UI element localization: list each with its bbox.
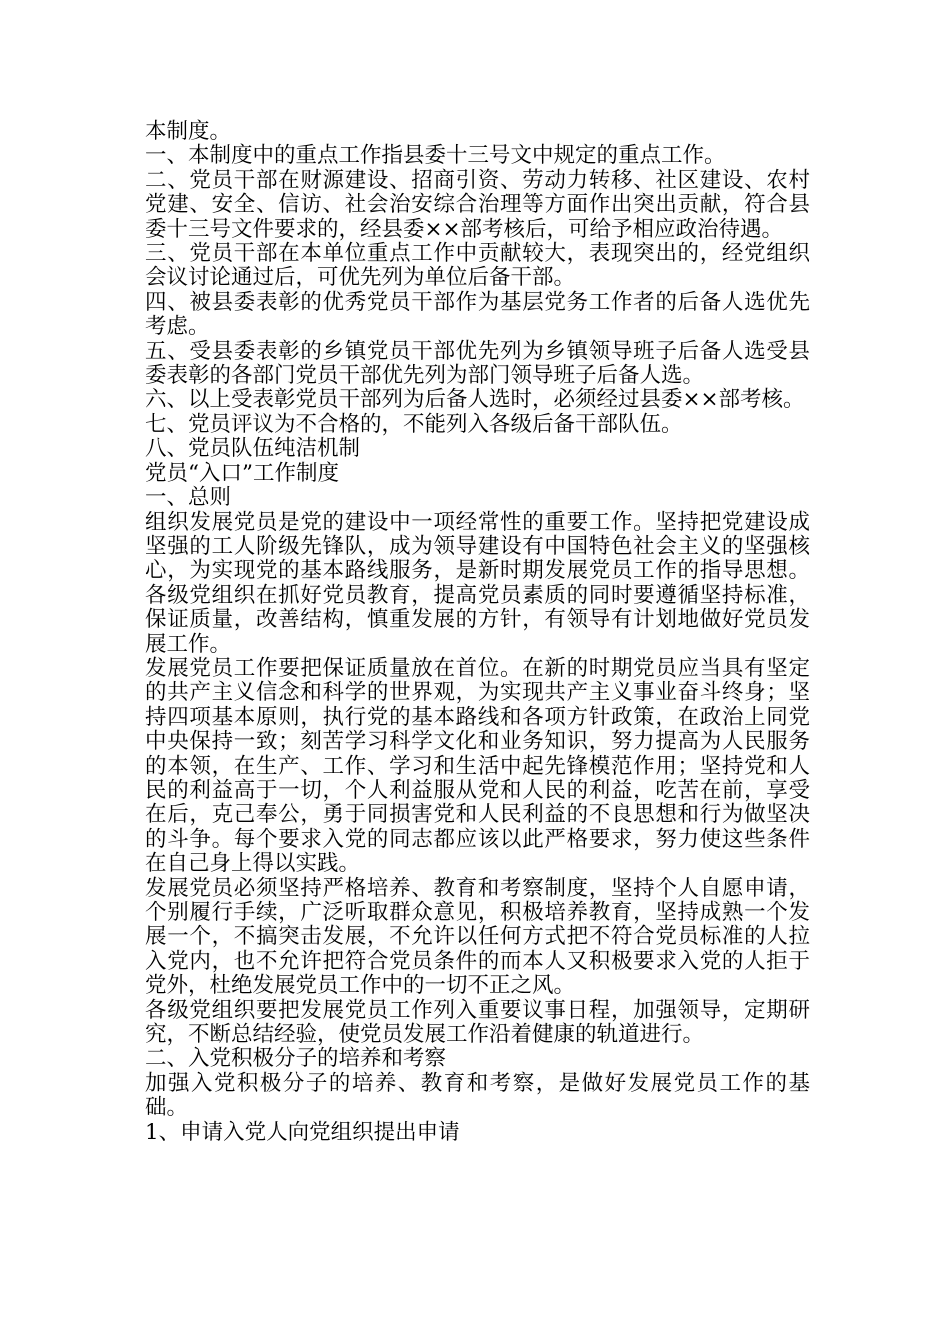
paragraph: 二、党员干部在财源建设、招商引资、劳动力转移、社区建设、农村党建、安全、信访、社会治安综合治理等方面作出突出贡献，符合县委十三号文件要求的，经县委××部考核后，可给予相应政治待遇。: [145, 167, 810, 242]
paragraph: 本制度。: [145, 119, 232, 144]
paragraph: 三、党员干部在本单位重点工作中贡献较大，表现突出的，经党组织会议讨论通过后，可优先列为单位后备干部。: [145, 241, 810, 291]
paragraph: 加强入党积极分子的培养、教育和考察，是做好发展党员工作的基础。: [145, 1070, 810, 1121]
section-heading: 八、党员队伍纯洁机制: [145, 436, 361, 462]
section-heading: 二、入党积极分子的培养和考察: [145, 1046, 447, 1072]
section-heading: 党员“入口”工作制度: [145, 460, 339, 486]
section-heading: 一、总则: [145, 485, 232, 511]
paragraph: 六、以上受表彰党员干部列为后备人选时，必须经过县委××部考核。: [145, 387, 805, 413]
paragraph: 五、受县委表彰的乡镇党员干部优先列为乡镇领导班子后备人选受县委表彰的各部门党员干部优先列为部门领导班子后备人选。: [145, 338, 810, 389]
paragraph: 发展党员工作要把保证质量放在首位。在新的时期党员应当具有坚定的共产主义信念和科学的世界观，为实现共产主义事业奋斗终身；坚持四项基本原则，执行党的基本路线和各项方针政策，在政治上同党中央保持一致；刻苦学习科学文化和业务知识，努力提高为人民服务的本领，在生产、工作、学习和生活中起先锋模范作用；坚持党和人民的利益高于一切，个人利益服从党和人民的利益，吃苦在前，享受在后，克己奉公，勇于同损害党和人民利益的不良思想和行为做坚决的斗争。每个要求入党的同志都应该以此严格要求，努力使这些条件在自己身上得以实践。: [145, 655, 810, 877]
paragraph: 一、本制度中的重点工作指县委十三号文中规定的重点工作。: [145, 143, 726, 169]
paragraph: 七、党员评议为不合格的，不能列入各级后备干部队伍。: [145, 411, 683, 437]
paragraph: 各级党组织要把发展党员工作列入重要议事日程，加强领导，定期研究，不断总结经验，使党员发展工作沿着健康的轨道进行。: [145, 997, 810, 1048]
paragraph: 组织发展党员是党的建设中一项经常性的重要工作。坚持把党建设成坚强的工人阶级先锋队，成为领导建设有中国特色社会主义的坚强核心，为实现党的基本路线服务，是新时期发展党员工作的指导思想。各级党组织在抓好党员教育，提高党员素质的同时要遵循坚持标准，保证质量，改善结构，慎重发展的方针，有领导有计划地做好党员发展工作。: [145, 509, 810, 657]
paragraph: 1、申请入党人向党组织提出申请: [145, 1119, 460, 1145]
document-page: [145, 120, 810, 1145]
paragraph: 四、被县委表彰的优秀党员干部作为基层党务工作者的后备人选优先考虑。: [145, 289, 810, 340]
paragraph: 发展党员必须坚持严格培养、教育和考察制度，坚持个人自愿申请，个别履行手续，广泛听取群众意见，积极培养教育，坚持成熟一个发展一个，不搞突击发展，不允许以任何方式把不符合党员标准的人拉入党内，也不允许把符合党员条件的而本人又积极要求入党的人拒于党外，杜绝发展党员工作中的一切不正之风。: [145, 875, 810, 999]
